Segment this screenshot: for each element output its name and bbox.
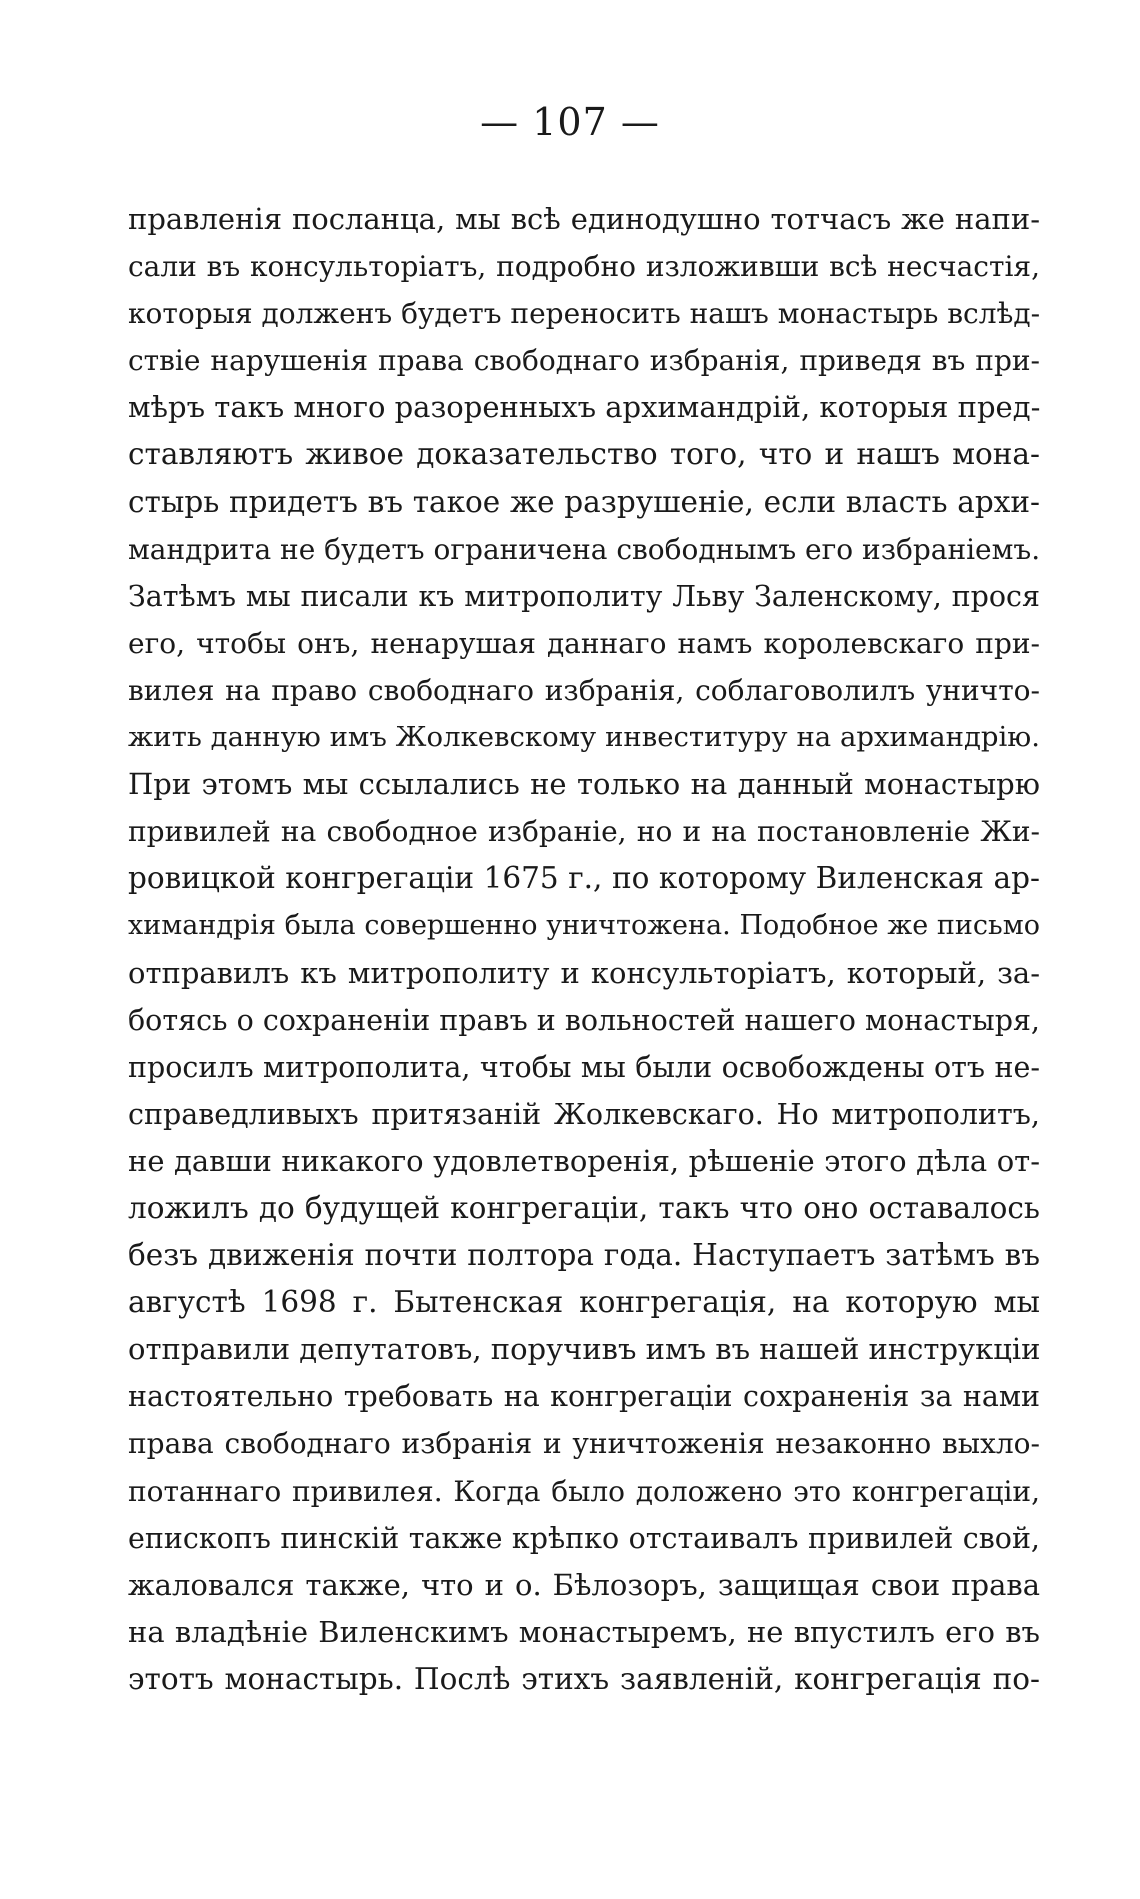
text-line: правленія посланца, мы всѣ единодушно тотчасъ же напи- [128,202,1040,236]
text-line: которыя долженъ будетъ переносить нашъ монастырь вслѣд- [128,297,1041,331]
text-line: привилей на свободное избраніе, но и на постановленіе Жи- [128,815,1040,849]
text-line: ботясь о сохраненіи правъ и вольностей нашего монастыря, [128,1003,1040,1037]
text-line: химандрія была совершенно уничтожена. Подобное же письмо [128,910,1040,942]
text-line: мѣръ такъ много разоренныхъ архимандрій, которыя пред- [128,390,1041,425]
text-line: справедливыхъ притязаній Жолкевскаго. Но митрополитъ, [128,1097,1040,1131]
text-line: не давши никакого удовлетворенія, рѣшеніе этого дѣла от- [128,1143,1040,1178]
text-line: отправили депутатовъ, поручивъ имъ въ нашей инструкціи [128,1332,1041,1367]
text-line: на владѣніе Виленскимъ монастыремъ, не впустилъ его въ [128,1614,1040,1649]
text-line: ложилъ до будущей конгрегаціи, такъ что оно оставалось [128,1190,1040,1225]
text-line: епископъ пинскій также крѣпко отстаивалъ привилей свой, [128,1521,1040,1555]
text-line: потаннаго привилея. Когда было доложено это конгрегаціи, [128,1474,1040,1508]
text-line: его, чтобы онъ, ненарушая даннаго намъ королевскаго при- [128,626,1040,660]
text-line: настоятельно требовать на конгрегаціи сохраненія за нами [128,1380,1040,1414]
text-line: Затѣмъ мы писали къ митрополиту Льву Заленскому, прося [128,579,1040,613]
text-line: стырь придетъ въ такое же разрушеніе, если власть архи- [128,484,1040,519]
text-line: этотъ монастырь. Послѣ этихъ заявленій, конгрегація по- [128,1661,1040,1696]
text-line: вилея на право свободнаго избранія, соблаговолилъ уничто- [128,673,1040,707]
text-line: ствіе нарушенія права свободнаго избранія, приведя въ при- [128,344,1040,378]
text-line: жить данную имъ Жолкевскому инвеституру на архимандрію. [128,721,1040,754]
page-number: — 107 — [480,100,660,144]
text-line: ставляютъ живое доказательство того, что и нашъ мона- [128,437,1040,472]
text-line: ровицкой конгрегаціи 1675 г., по которому Виленская ар- [128,861,1040,896]
text-line: безъ движенія почти полтора года. Наступаетъ затѣмъ въ [128,1238,1040,1273]
body-text [128,196,1040,1703]
text-line: жаловался также, что и о. Бѣлозоръ, защищая свои права [128,1567,1040,1602]
text-line: сали въ консульторіатъ, подробно изложивши всѣ несчастія, [128,250,1040,284]
text-line: отправилъ къ митрополиту и консульторіатъ, который, за- [128,955,1040,990]
text-line: права свободнаго избранія и уничтоженія незаконно выхло- [128,1427,1040,1461]
text-line: мандрита не будетъ ограничена свободнымъ его избраніемъ. [128,532,1041,566]
text-line: августѣ 1698 г. Бытенская конгрегація, на которую мы [128,1285,1040,1320]
text-line: При этомъ мы ссылались не только на данный монастырю [128,767,1040,802]
text-line: просилъ митрополита, чтобы мы были освобождены отъ не- [128,1050,1040,1084]
